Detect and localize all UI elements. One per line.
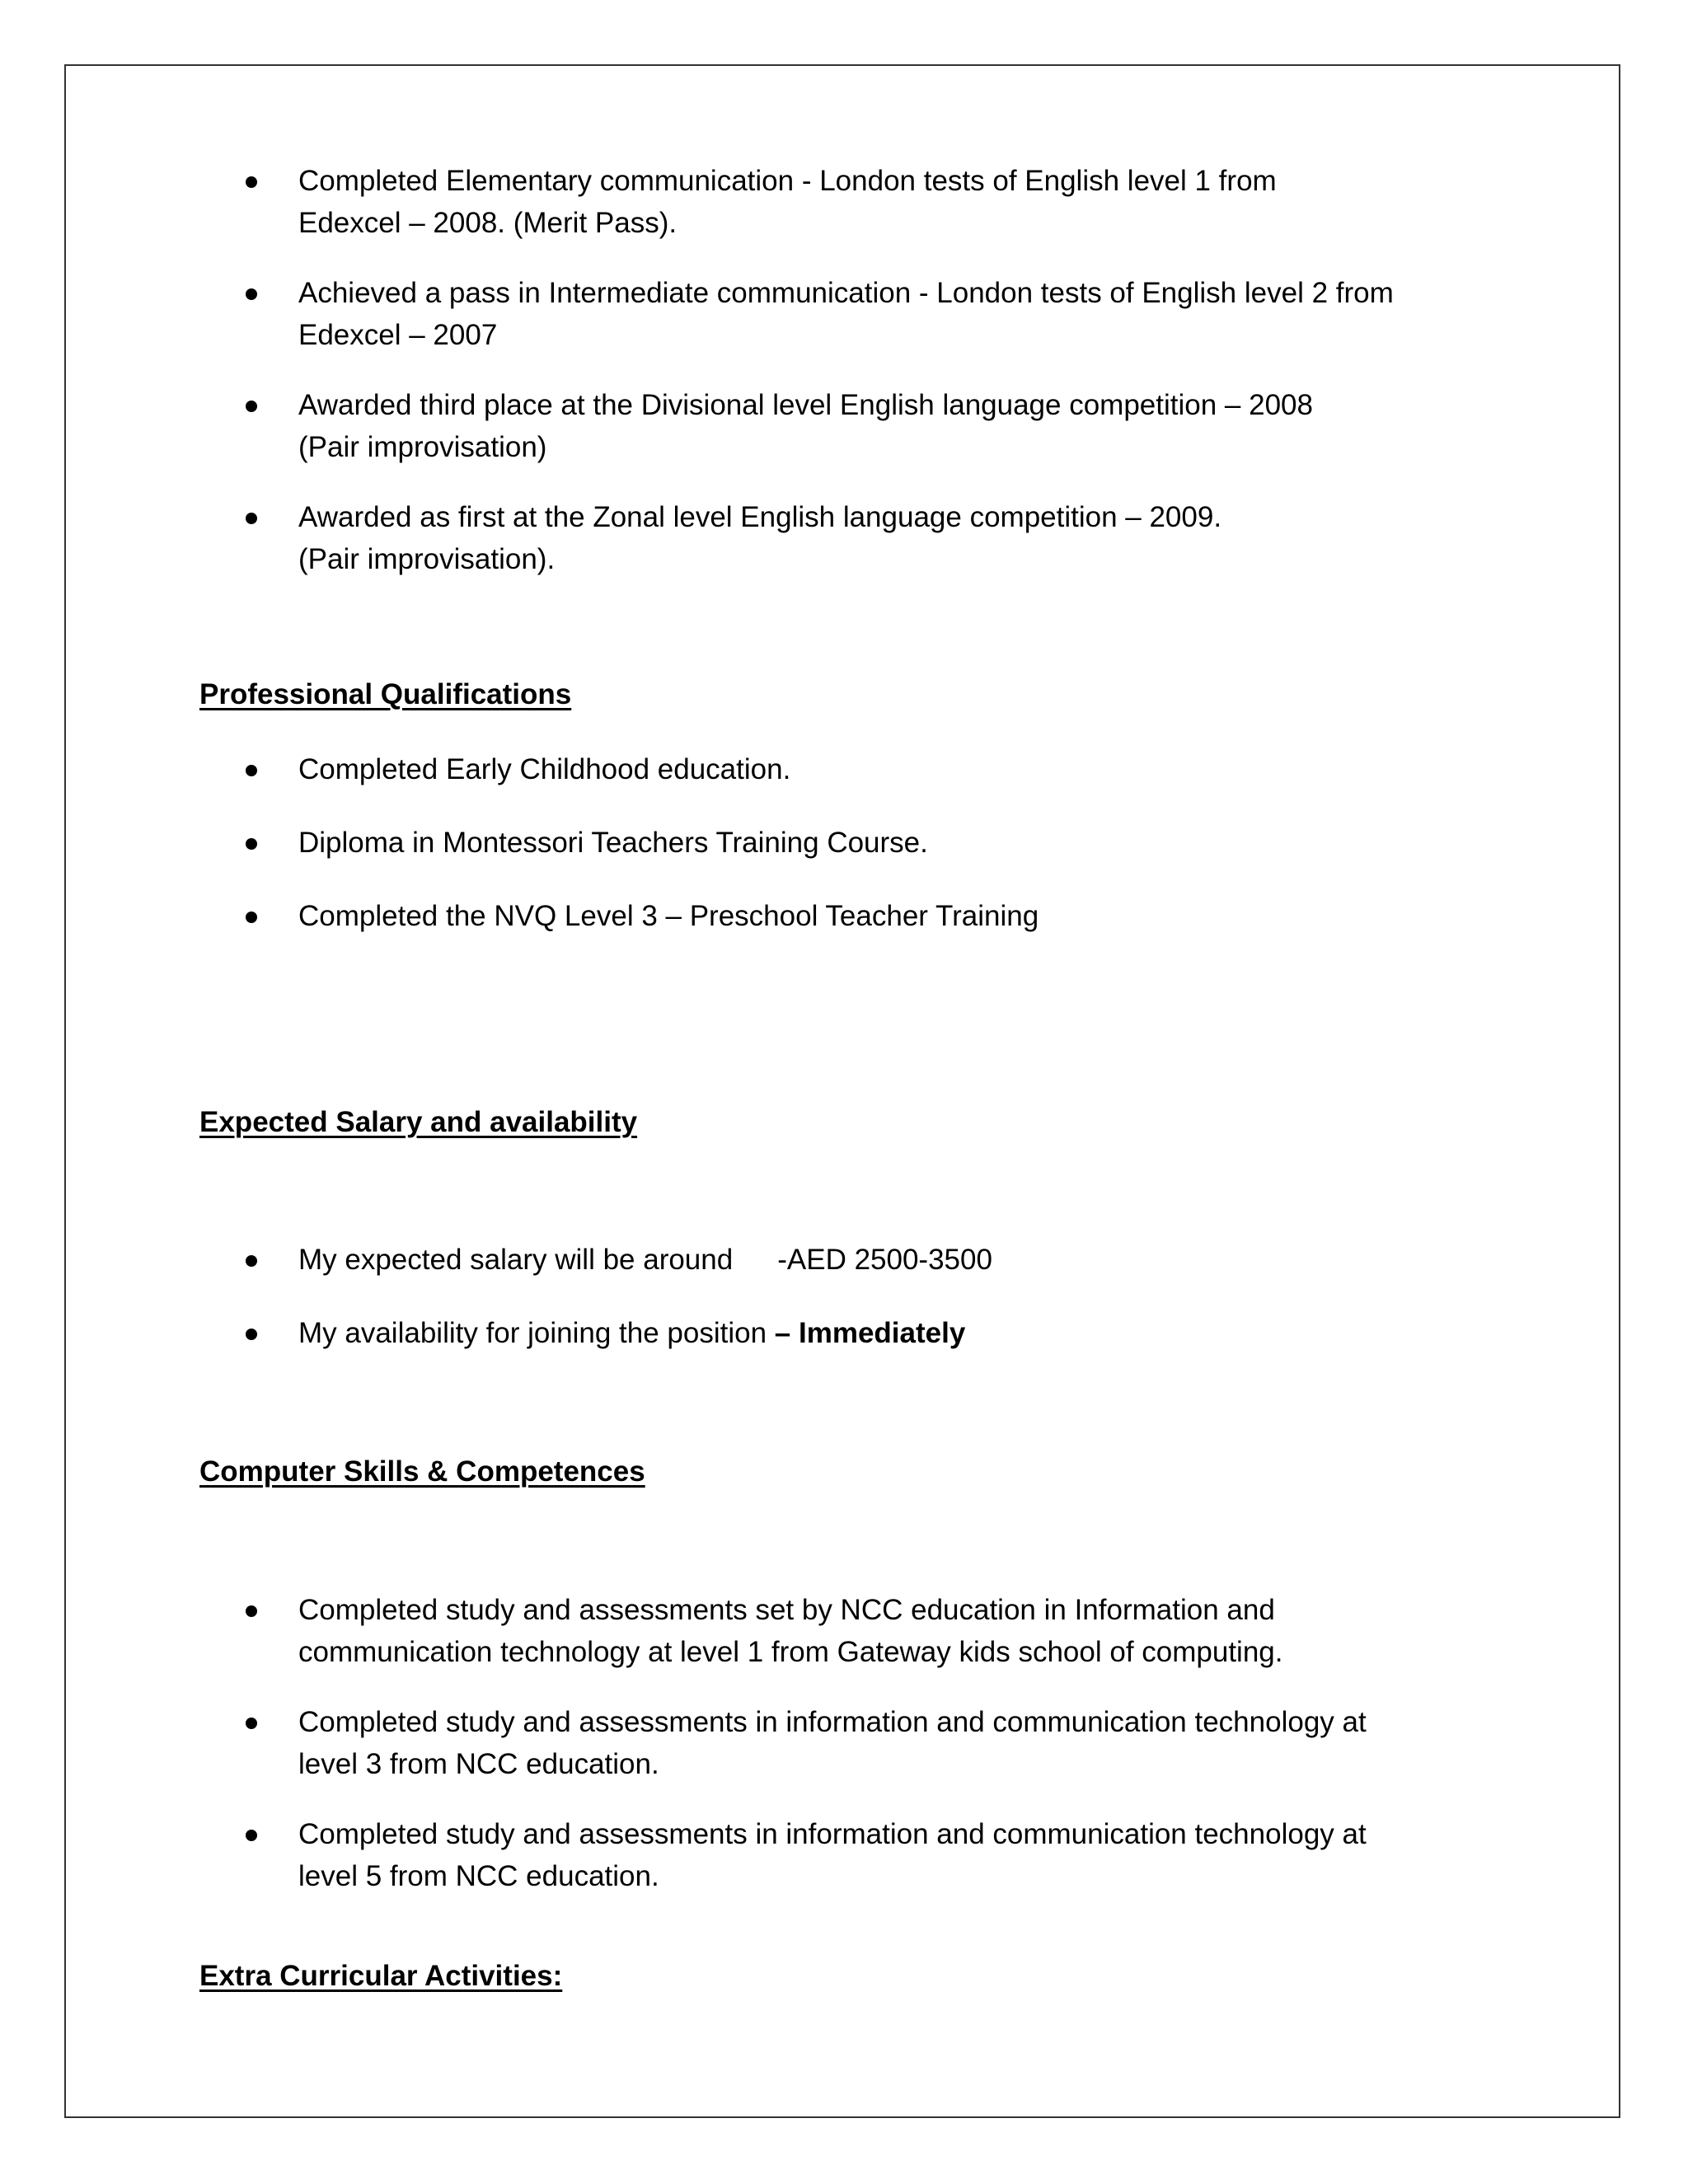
list-item-line: Edexcel – 2007 xyxy=(298,319,498,351)
list-item-line: Completed study and assessments in information and communication technology at xyxy=(298,1818,1367,1850)
salary-value: -AED 2500-3500 xyxy=(777,1244,992,1276)
list-item: Diploma in Montessori Teachers Training Course. xyxy=(298,827,928,859)
list-item-line: level 3 from NCC education. xyxy=(298,1748,659,1780)
bullet-icon xyxy=(246,1255,257,1267)
list-item-line: level 5 from NCC education. xyxy=(298,1860,659,1892)
bullet-icon xyxy=(246,912,257,923)
bullet-icon xyxy=(246,513,257,524)
list-item-line: Awarded third place at the Divisional level English language competition – 2008 xyxy=(298,389,1313,421)
salary-label: My expected salary will be around xyxy=(298,1244,734,1276)
list-item xyxy=(298,1813,1502,1897)
availability-value: – Immediately xyxy=(774,1317,966,1349)
bullet-icon xyxy=(246,288,257,300)
bullet-icon xyxy=(246,838,257,850)
list-item xyxy=(298,1701,1502,1785)
bullet-icon xyxy=(246,1830,257,1841)
list-item-line: Awarded as first at the Zonal level English language competition – 2009. xyxy=(298,501,1222,533)
section-heading-computer-skills: Computer Skills & Competences xyxy=(199,1455,645,1488)
bullet-icon xyxy=(246,401,257,412)
bullet-icon xyxy=(246,1605,257,1617)
bullet-icon xyxy=(246,1329,257,1340)
list-item-line: Edexcel – 2008. (Merit Pass). xyxy=(298,207,678,239)
section-heading-professional-qualifications: Professional Qualifications xyxy=(199,678,572,710)
list-item xyxy=(298,1589,1502,1673)
list-item-salary xyxy=(298,1239,1502,1281)
list-item-line: (Pair improvisation). xyxy=(298,543,556,575)
bullet-icon xyxy=(246,765,257,776)
section-heading-expected-salary: Expected Salary and availability xyxy=(199,1106,638,1138)
list-item xyxy=(298,160,1502,244)
bullet-icon xyxy=(246,1718,257,1729)
list-item-line: Completed study and assessments in information and communication technology at xyxy=(298,1706,1367,1738)
list-item: Completed the NVQ Level 3 – Preschool Teacher Training xyxy=(298,900,1039,932)
list-item-line: Achieved a pass in Intermediate communication - London tests of English level 2 from xyxy=(298,277,1394,309)
availability-label: My availability for joining the position xyxy=(298,1317,775,1349)
list-item-availability xyxy=(298,1312,1502,1354)
list-item-line: communication technology at level 1 from Gateway kids school of computing. xyxy=(298,1636,1283,1668)
section-heading-extra-curricular: Extra Curricular Activities: xyxy=(199,1960,563,1992)
list-item xyxy=(298,496,1502,580)
list-item-line: (Pair improvisation) xyxy=(298,431,547,463)
bullet-icon xyxy=(246,176,257,188)
list-item: Completed Early Childhood education. xyxy=(298,753,791,785)
list-item xyxy=(298,272,1502,356)
list-item-line: Completed study and assessments set by NCC education in Information and xyxy=(298,1594,1275,1626)
list-item xyxy=(298,384,1502,468)
list-item-line: Completed Elementary communication - London tests of English level 1 from xyxy=(298,165,1277,197)
